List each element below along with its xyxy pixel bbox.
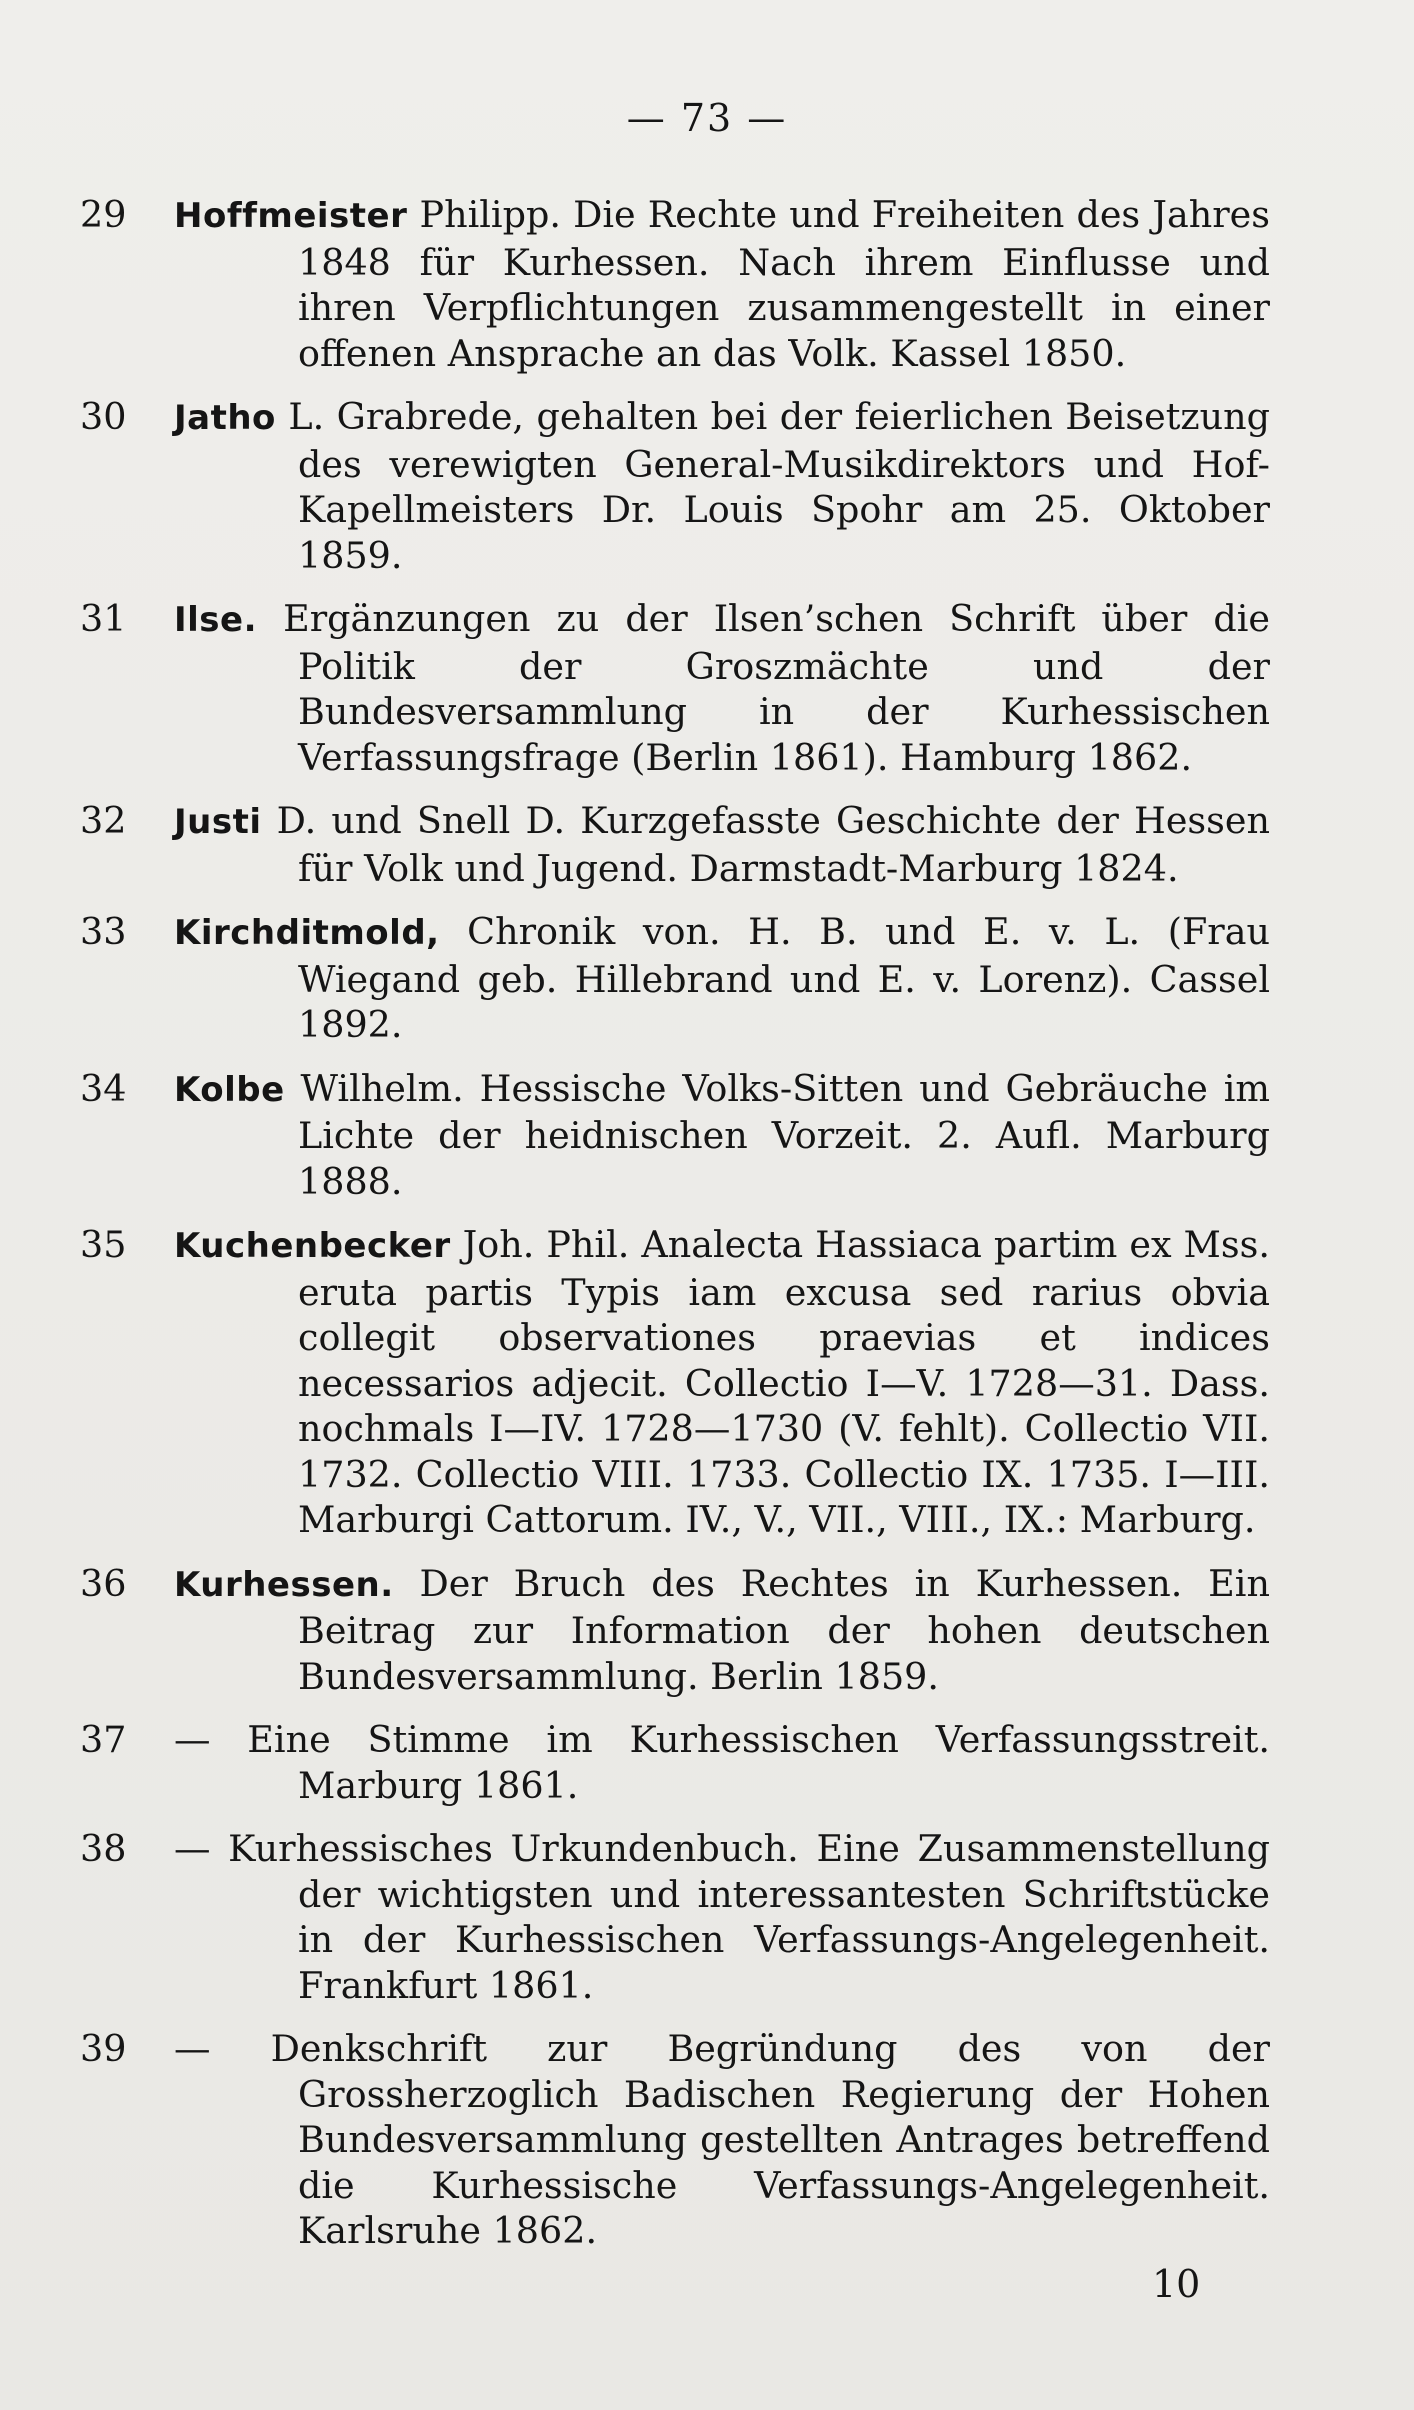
entry-text: D. und Snell D. Kurzgefasste Geschichte der Hessen für Volk und Jugend. Darmstadt-Marburg 1824. — [261, 799, 1270, 890]
entry-text: Chronik von. H. B. und E. v. L. (Frau Wiegand geb. Hillebrand und E. v. Lorenz). Cassel 1892. — [298, 910, 1270, 1046]
page-number: — 73 — — [626, 96, 788, 140]
entry-30 — [80, 394, 1270, 578]
entry-39 — [80, 2026, 1270, 2254]
entry-number: 39 — [80, 2027, 127, 2070]
entry-number: 32 — [80, 799, 127, 842]
entry-author: Kurhessen. — [174, 1564, 394, 1605]
entry-text: Der Bruch des Rechtes in Kurhessen. Ein Beitrag zur Information der hohen deutschen Bundesversammlung. Berlin 1859. — [298, 1561, 1270, 1698]
entry-text: Wilhelm. Hessische Volks-Sitten und Gebräuche im Lichte der heidnischen Vorzeit. 2. Aufl. Marburg 1888. — [284, 1066, 1270, 1203]
entry-number: 33 — [80, 910, 127, 953]
entry-number: 29 — [80, 193, 127, 236]
entry-38 — [80, 1826, 1270, 2008]
entry-text: Eine Stimme im Kurhessischen Verfassungsstreit. Marburg 1861. — [210, 1718, 1270, 1807]
entry-31 — [80, 596, 1270, 780]
entry-37 — [80, 1717, 1270, 1808]
entry-text: Ergänzungen zu der Ilsen’schen Schrift über die Politik der Groszmächte und der Bundesversammlung in der Kurhessischen Verfassungsfrage (Berlin 1861). Hamburg 1862. — [257, 597, 1270, 779]
bibliography-list — [80, 192, 1270, 2272]
entry-text: Philipp. Die Rechte und Freiheiten des Jahres 1848 für Kurhessen. Nach ihrem Einflusse und ihren Verpflichtungen zusammengestellt in einer offenen Ansprache an das Volk. Kassel 1850. — [298, 193, 1270, 375]
entry-text: Kurhessisches Urkundenbuch. Eine Zusammenstellung der wichtigsten und interessantesten Schriftstücke in der Kurhessischen Verfassungs-Angelegenheit. Frankfurt 1861. — [210, 1827, 1270, 2007]
entry-number: 30 — [80, 395, 127, 438]
entry-ditto-dash: — — [174, 1827, 211, 1870]
entry-ditto-dash: — — [174, 1718, 211, 1761]
entry-author: Kolbe — [174, 1069, 285, 1110]
entry-number: 38 — [80, 1827, 127, 1870]
entry-34 — [80, 1066, 1270, 1205]
entry-number: 35 — [80, 1223, 127, 1266]
entry-number: 34 — [80, 1066, 127, 1110]
entry-text: L. Grabrede, gehalten bei der feierlichen Beisetzung des verewigten General-Musikdirektors und Hof-Kapellmeisters Dr. Louis Spohr am 25. Oktober 1859. — [275, 395, 1270, 577]
entry-author: Jatho — [174, 398, 276, 438]
entry-author: Ilse. — [174, 600, 258, 640]
entry-33 — [80, 909, 1270, 1048]
entry-number: 37 — [80, 1718, 127, 1761]
entry-32 — [80, 798, 1270, 891]
entry-author: Kirchditmold, — [174, 913, 440, 953]
entry-number: 36 — [80, 1561, 127, 1605]
entry-number: 31 — [80, 597, 127, 640]
entry-ditto-dash: — — [174, 2027, 211, 2070]
entry-author: Hoffmeister — [174, 196, 408, 236]
entry-author: Justi — [174, 802, 262, 842]
entry-36 — [80, 1561, 1270, 1700]
entry-35 — [80, 1222, 1270, 1543]
printer-signature-mark: 10 — [1152, 2262, 1201, 2306]
entry-29 — [80, 192, 1270, 376]
entry-text: Joh. Phil. Analecta Hassiaca partim ex Mss. eruta partis Typis iam excusa sed rarius obvia collegit observationes praevias et indices necessarios adjecit. Collectio I—V. 1728—31. Dass. nochmals I—IV. 1728—1730 (V. fehlt). Collectio VII. 1732. Collectio VIII. 1733. Collectio IX. 1735. I—III. Marburgi Cattorum. IV., V., VII., VIII., IX.: Marburg. — [298, 1223, 1270, 1541]
entry-author: Kuchenbecker — [174, 1226, 451, 1266]
entry-text: Denkschrift zur Begründung des von der Grossherzoglich Badischen Regierung der Hohen Bundesversammlung gestellten Antrages betreffend die Kurhessische Verfassungs-Angelegenheit. Karlsruhe 1862. — [210, 2027, 1270, 2252]
